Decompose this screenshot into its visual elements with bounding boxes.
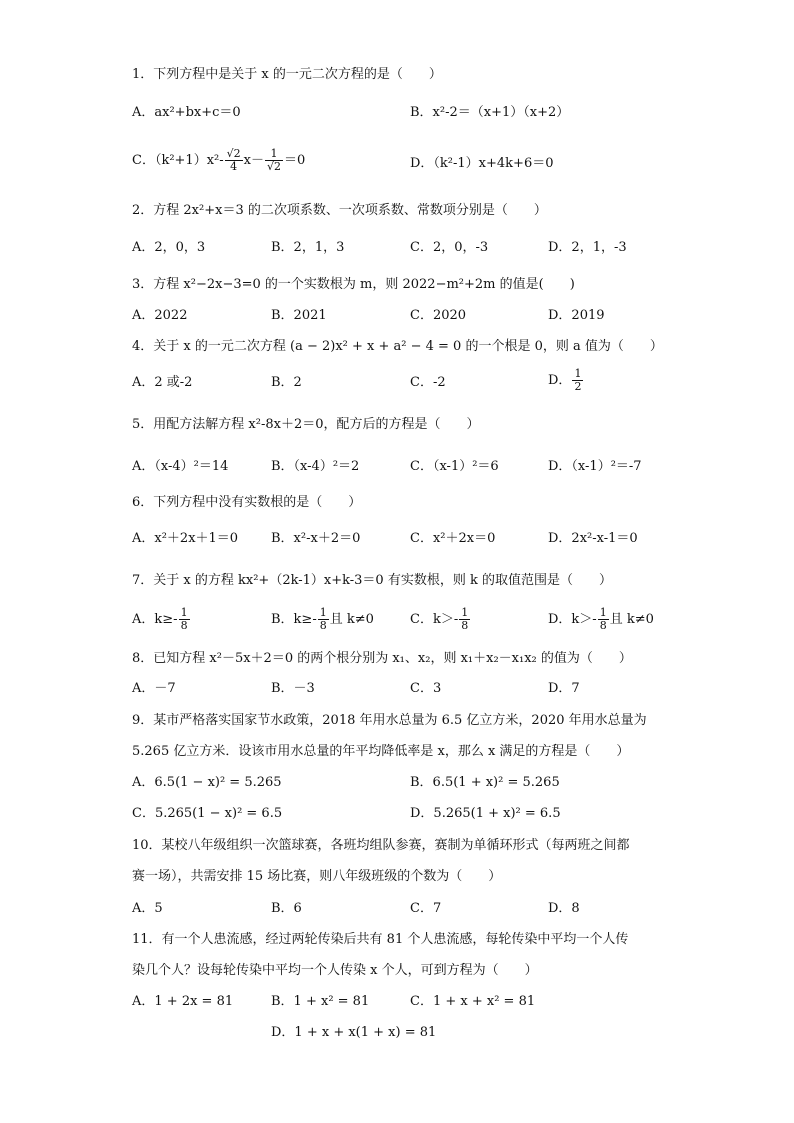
- q4-d-numerator: 1: [574, 367, 582, 380]
- question-10-stem-line-2: 赛一场），共需安排 15 场比赛，则八年级班级的个数为（ ）: [132, 869, 502, 884]
- q1-option-c: [132, 148, 305, 173]
- q9-option-c: C．5.265(1 − x)² = 6.5: [132, 806, 283, 821]
- q8-option-a: A．－7: [132, 681, 176, 696]
- q7-option-b-prefix: B．k≥-: [271, 612, 317, 627]
- q7-option-a: [132, 607, 191, 632]
- question-6-stem: 6．下列方程中没有实数根的是（ ）: [132, 495, 362, 510]
- q1-option-c-mid: x－: [243, 153, 264, 168]
- q1-option-c-prefix: C．（k²+1）x²-: [132, 153, 224, 168]
- q6-option-c: C．x²＋2x＝0: [410, 531, 496, 546]
- q4-option-d-fraction: [572, 368, 583, 393]
- q8-option-b: B．－3: [271, 681, 315, 696]
- q11-option-c: C．1 + x + x² = 81: [410, 994, 536, 1009]
- q1-c-frac1-denominator: 4: [230, 160, 238, 173]
- q7-b-numerator: 1: [319, 606, 327, 619]
- q10-option-a: A．5: [132, 901, 163, 916]
- q3-option-c: C．2020: [410, 308, 467, 323]
- q7-option-b-suffix: 且 k≠0: [329, 612, 374, 627]
- q1-c-frac2-denominator: √2: [267, 160, 282, 173]
- question-10-stem-line-1: 10．某校八年级组织一次篮球赛，各班均组队参赛，赛制为单循环形式（每两班之间都: [132, 838, 630, 853]
- question-3-stem: 3．方程 x²−2x−3=0 的一个实数根为 m，则 2022−m²+2m 的值是( ): [132, 277, 575, 292]
- q1-option-c-suffix: ＝0: [284, 153, 306, 168]
- q7-option-d-prefix: D．k＞-: [548, 612, 597, 627]
- q7-a-numerator: 1: [180, 606, 188, 619]
- q9-option-a: A．6.5(1 − x)² = 5.265: [132, 775, 282, 790]
- q1-option-b: B．x²-2＝（x+1）（x+2）: [410, 105, 570, 120]
- q7-a-denominator: 8: [180, 619, 188, 632]
- q7-option-a-prefix: A．k≥-: [132, 612, 178, 627]
- q3-option-a: A．2022: [132, 308, 188, 323]
- q7-b-denominator: 8: [319, 619, 327, 632]
- q2-option-b: B．2，1，3: [271, 240, 345, 255]
- q5-option-c: C．（x-1）²＝6: [410, 459, 499, 474]
- question-4-stem: 4．关于 x 的一元二次方程 (a − 2)x² + x + a² − 4 = 0 的一个根是 0，则 a 值为（ ）: [132, 339, 663, 354]
- question-8-stem: 8．已知方程 x²－5x＋2＝0 的两个根分别为 x₁、x₂，则 x₁＋x₂－x₁x₂ 的值为（ ）: [132, 651, 632, 666]
- question-9-stem-line-1: 9．某市严格落实国家节水政策，2018 年用水总量为 6.5 亿立方米，2020 年用水总量为: [132, 713, 647, 728]
- q7-c-denominator: 8: [461, 619, 469, 632]
- q7-option-d-suffix: 且 k≠0: [609, 612, 654, 627]
- q2-option-d: D．2，1，-3: [548, 240, 627, 255]
- question-7-stem: 7．关于 x 的方程 kx²+（2k-1）x+k-3＝0 有实数根，则 k 的取值范围是（ ）: [132, 573, 612, 588]
- q10-option-c: C．7: [410, 901, 442, 916]
- q3-option-d: D．2019: [548, 308, 605, 323]
- question-5-stem: 5．用配方法解方程 x²-8x＋2＝0，配方后的方程是（ ）: [132, 417, 480, 432]
- q4-d-denominator: 2: [574, 380, 582, 393]
- q7-option-d: [548, 607, 654, 632]
- q6-option-d: D．2x²-x-1＝0: [548, 531, 638, 546]
- q11-option-b: B．1 + x² = 81: [271, 994, 370, 1009]
- question-1-stem: 1．下列方程中是关于 x 的一元二次方程的是（ ）: [132, 67, 442, 82]
- q1-c-frac1-numerator: √2: [226, 147, 241, 160]
- q7-d-numerator: 1: [599, 606, 607, 619]
- q11-option-d: D．1 + x + x(1 + x) = 81: [271, 1025, 437, 1040]
- q3-option-b: B．2021: [271, 308, 327, 323]
- q7-option-b: [271, 607, 374, 632]
- q8-option-c: C．3: [410, 681, 442, 696]
- q11-option-a: A．1 + 2x = 81: [132, 994, 234, 1009]
- q7-option-b-fraction: [318, 607, 329, 632]
- q7-option-a-fraction: [179, 607, 190, 632]
- q7-d-denominator: 8: [599, 619, 607, 632]
- q1-option-c-fraction-2: [265, 148, 283, 173]
- q7-option-d-fraction: [598, 607, 609, 632]
- q7-option-c-fraction: [459, 607, 470, 632]
- q4-option-a: A．2 或-2: [132, 375, 193, 390]
- q9-option-b: B．6.5(1 + x)² = 5.265: [410, 775, 560, 790]
- q4-option-d-prefix: D．: [548, 373, 572, 388]
- q1-option-c-fraction-1: [225, 148, 243, 173]
- q2-option-a: A．2，0，3: [132, 240, 206, 255]
- q10-option-d: D．8: [548, 901, 580, 916]
- q5-option-b: B．（x-4）²＝2: [271, 459, 360, 474]
- q7-option-c-prefix: C．k＞-: [410, 612, 459, 627]
- q7-c-numerator: 1: [461, 606, 469, 619]
- q5-option-a: A．（x-4）²＝14: [132, 459, 229, 474]
- q4-option-b: B．2: [271, 375, 302, 390]
- question-11-stem-line-1: 11．有一个人患流感，经过两轮传染后共有 81 个人患流感，每轮传染中平均一个人传: [132, 932, 629, 947]
- q9-option-d: D．5.265(1 + x)² = 6.5: [410, 806, 561, 821]
- q7-option-c: [410, 607, 471, 632]
- q4-option-d: [548, 368, 584, 393]
- q6-option-a: A．x²＋2x＋1＝0: [132, 531, 239, 546]
- q8-option-d: D．7: [548, 681, 580, 696]
- q1-option-a: A．ax²+bx+c＝0: [132, 105, 241, 120]
- q1-c-frac2-numerator: 1: [265, 148, 283, 161]
- q10-option-b: B．6: [271, 901, 302, 916]
- q2-option-c: C．2，0，-3: [410, 240, 489, 255]
- question-11-stem-line-2: 染几个人？设每轮传染中平均一个人传染 x 个人，可到方程为（ ）: [132, 963, 538, 978]
- question-2-stem: 2．方程 2x²+x＝3 的二次项系数、一次项系数、常数项分别是（ ）: [132, 203, 547, 218]
- question-9-stem-line-2: 5.265 亿立方米．设该市用水总量的年平均降低率是 x，那么 x 满足的方程是（ ）: [132, 744, 630, 759]
- q1-option-d: D．（k²-1）x+4k+6＝0: [410, 156, 554, 171]
- q6-option-b: B．x²-x＋2＝0: [271, 531, 361, 546]
- q4-option-c: C．-2: [410, 375, 446, 390]
- q5-option-d: D．（x-1）²＝-7: [548, 459, 642, 474]
